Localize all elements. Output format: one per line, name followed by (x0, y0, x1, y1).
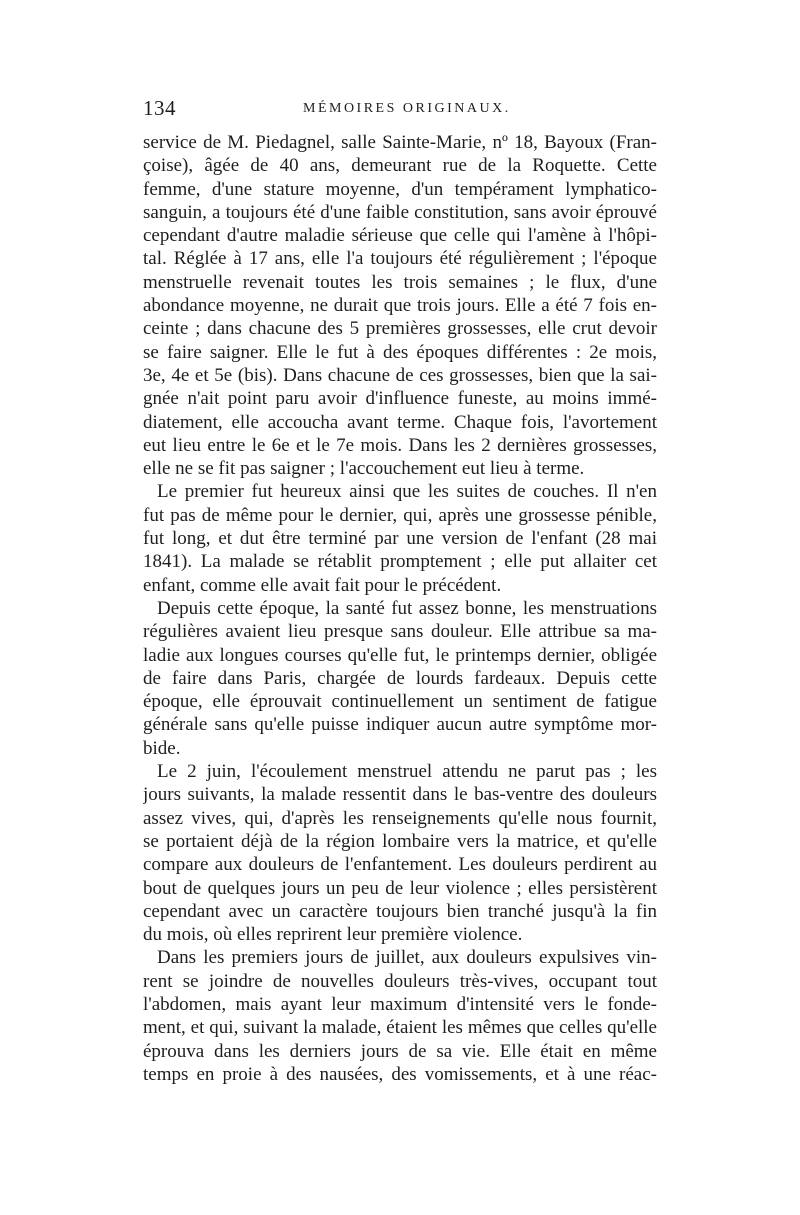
text-line: diatement, elle accoucha avant terme. Chaque fois, l'avortement (143, 411, 657, 433)
text-line: Depuis cette époque, la santé fut assez bonne, les menstruations (157, 597, 657, 619)
text-line: service de M. Piedagnel, salle Sainte-Marie, nº 18, Bayoux (Fran- (143, 132, 657, 153)
text-line: Le premier fut heureux ainsi que les suites de couches. Il n'en (157, 481, 657, 503)
text-line: régulières avaient lieu presque sans douleur. Elle attribue sa ma- (143, 621, 657, 643)
text-line: Dans les premiers jours de juillet, aux douleurs expulsives vin- (157, 947, 657, 969)
text-line: çoise), âgée de 40 ans, demeurant rue de la Roquette. Cette (143, 155, 657, 177)
text-line: époque, elle éprouvait continuellement un sentiment de fatigue (143, 691, 657, 713)
text-line: ment, et qui, suivant la malade, étaient les mêmes que celles qu'elle (143, 1017, 657, 1039)
text-line: fut long, et dut être terminé par une version de l'enfant (28 mai (143, 528, 657, 550)
text-line: menstruelle revenait toutes les trois semaines ; le flux, d'une (143, 271, 657, 293)
text-line: se faire saigner. Elle le fut à des époques différentes : 2e mois, (143, 341, 657, 363)
text-line: assez vives, qui, d'après les renseignements qu'elle nous fournit, (143, 807, 657, 829)
text-line: de faire dans Paris, chargée de lourds fardeaux. Depuis cette (143, 667, 657, 689)
text-line: tal. Réglée à 17 ans, elle l'a toujours été régulièrement ; l'époque (143, 248, 657, 270)
text-line: se portaient déjà de la région lombaire vers la matrice, et qu'elle (143, 830, 657, 852)
text-line: compare aux douleurs de l'enfantement. Les douleurs perdirent au (143, 854, 657, 876)
text-line: cependant avec un caractère toujours bien tranché jusqu'à la fin (143, 900, 657, 922)
page-header (143, 96, 663, 122)
text-line: ceinte ; dans chacune des 5 premières grossesses, elle crut devoir (143, 318, 657, 340)
text-line: 1841). La malade se rétablit promptement ; elle put allaiter cet (143, 551, 657, 573)
body-text (143, 131, 657, 1086)
text-line: abondance moyenne, ne durait que trois jours. Elle a été 7 fois en- (143, 295, 657, 317)
text-line: bout de quelques jours un peu de leur violence ; elles persistèrent (143, 877, 657, 899)
text-line: rent se joindre de nouvelles douleurs très-vives, occupant tout (143, 970, 657, 992)
text-line: temps en proie à des nausées, des vomissements, et à une réac- (143, 1063, 657, 1085)
text-line: elle ne se fit pas saigner ; l'accouchement eut lieu à terme. (143, 458, 585, 480)
text-line: jours suivants, la malade ressentit dans le bas-ventre des douleurs (143, 784, 657, 806)
text-line: éprouva dans les derniers jours de sa vie. Elle était en même (143, 1040, 657, 1062)
text-line: Le 2 juin, l'écoulement menstruel attendu ne parut pas ; les (157, 761, 657, 783)
text-line: femme, d'une stature moyenne, d'un tempérament lymphatico- (143, 178, 657, 200)
text-line: eut lieu entre le 6e et le 7e mois. Dans les 2 dernières grossesses, (143, 434, 657, 456)
text-line: cependant d'autre maladie sérieuse que celle qui l'amène à l'hôpi- (143, 225, 657, 247)
text-line: gnée n'ait point paru avoir d'influence funeste, au moins immé- (143, 388, 657, 410)
text-line: du mois, où elles reprirent leur première violence. (143, 924, 523, 946)
text-line: fut pas de même pour le dernier, qui, après une grossesse pénible, (143, 504, 657, 526)
text-line: ladie aux longues courses qu'elle fut, le printemps dernier, obligée (143, 644, 657, 666)
text-line: générale sans qu'elle puisse indiquer aucun autre symptôme mor- (143, 714, 657, 736)
text-line: bide. (143, 737, 181, 759)
page-number: 134 (143, 96, 176, 120)
text-line: 3e, 4e et 5e (bis). Dans chacune de ces grossesses, bien que la sai- (143, 364, 657, 386)
text-line: sanguin, a toujours été d'une faible constitution, sans avoir éprouvé (143, 201, 657, 223)
text-line: l'abdomen, mais ayant leur maximum d'intensité vers le fonde- (143, 993, 657, 1015)
running-title: MÉMOIRES ORIGINAUX. (303, 101, 511, 116)
text-line: enfant, comme elle avait fait pour le précédent. (143, 574, 502, 596)
